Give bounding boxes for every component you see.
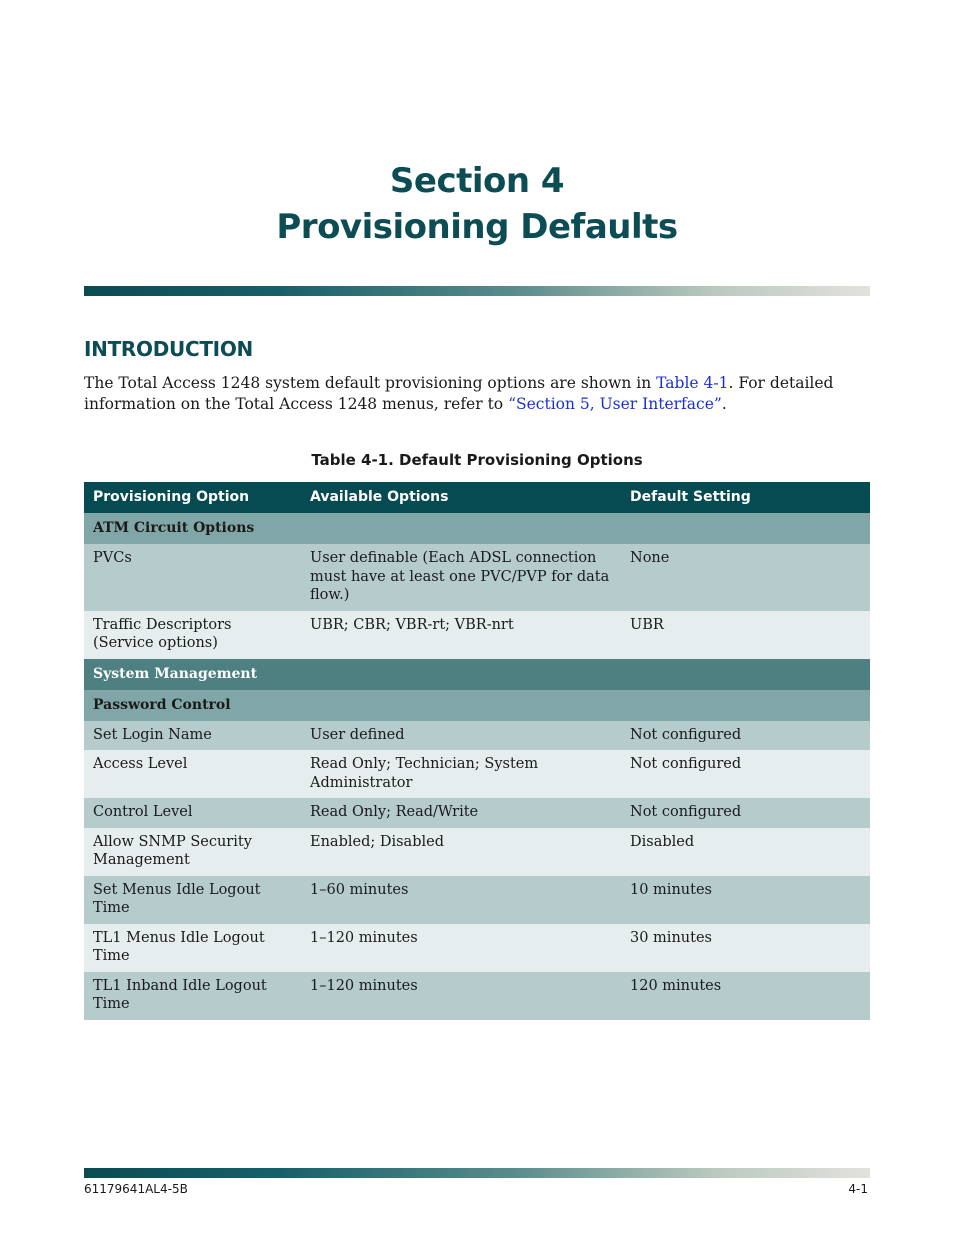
intro-paragraph [84,373,874,414]
section-row-password [84,690,870,721]
table-row [84,972,870,1020]
default-cell: 10 minutes [621,876,870,924]
available-cell: Enabled; Disabled [301,828,621,876]
table-caption: Table 4-1. Default Provisioning Options [311,451,643,469]
table-row [84,721,870,751]
table-row [84,750,870,798]
default-cell: Not configured [621,798,870,828]
table-header-row [84,482,870,513]
table-row [84,611,870,659]
option-cell: Traffic Descriptors (Service options) [84,611,301,659]
option-cell: Allow SNMP Security Management [84,828,301,876]
section-label: Password Control [84,690,870,721]
available-cell: 1–120 minutes [301,972,621,1020]
available-cell: 1–120 minutes [301,924,621,972]
title-line-1: Section 4 [389,161,565,201]
option-cell: TL1 Menus Idle Logout Time [84,924,301,972]
available-cell: User definable (Each ADSL connection must have at least one PVC/PVP for data flow.) [301,544,621,611]
option-cell: Set Menus Idle Logout Time [84,876,301,924]
table-row [84,924,870,972]
table-row [84,544,870,611]
section-label: System Management [84,659,870,690]
section-row-atm [84,513,870,544]
page-number: 4-1 [848,1182,868,1196]
default-cell: None [621,544,870,611]
default-cell: Not configured [621,721,870,751]
table-row [84,798,870,828]
default-cell: Not configured [621,750,870,798]
default-cell: 30 minutes [621,924,870,972]
option-cell: PVCs [84,544,301,611]
option-cell: Set Login Name [84,721,301,751]
available-cell: User defined [301,721,621,751]
option-cell: TL1 Inband Idle Logout Time [84,972,301,1020]
header-default-setting: Default Setting [621,482,870,513]
available-cell: UBR; CBR; VBR-rt; VBR-nrt [301,611,621,659]
header-gradient-bar [84,286,870,296]
document-number: 61179641AL4-5B [84,1182,188,1196]
header-provisioning-option: Provisioning Option [84,482,301,513]
default-cell: 120 minutes [621,972,870,1020]
page-title [0,158,954,250]
section-link[interactable]: “Section 5, User Interface” [508,394,722,413]
available-cell: Read Only; Technician; System Administrator [301,750,621,798]
table-row [84,876,870,924]
intro-text-3: . [721,394,727,413]
table-link[interactable]: Table 4-1 [656,374,729,392]
option-cell: Control Level [84,798,301,828]
section-row-system [84,659,870,690]
section-label: ATM Circuit Options [84,513,870,544]
default-cell: Disabled [621,828,870,876]
provisioning-table [84,482,870,1020]
intro-text-1: The Total Access 1248 system default provisioning options are shown in [84,374,657,392]
header-available-options: Available Options [301,482,621,513]
footer-gradient-bar [84,1168,870,1178]
available-cell: 1–60 minutes [301,876,621,924]
default-cell: UBR [621,611,870,659]
intro-text-2: . For detailed information on the Total Access 1248 menus, refer to [84,374,834,413]
option-cell: Access Level [84,750,301,798]
section-heading: INTRODUCTION [84,337,253,361]
title-line-2: Provisioning Defaults [276,207,678,247]
table-row [84,828,870,876]
available-cell: Read Only; Read/Write [301,798,621,828]
